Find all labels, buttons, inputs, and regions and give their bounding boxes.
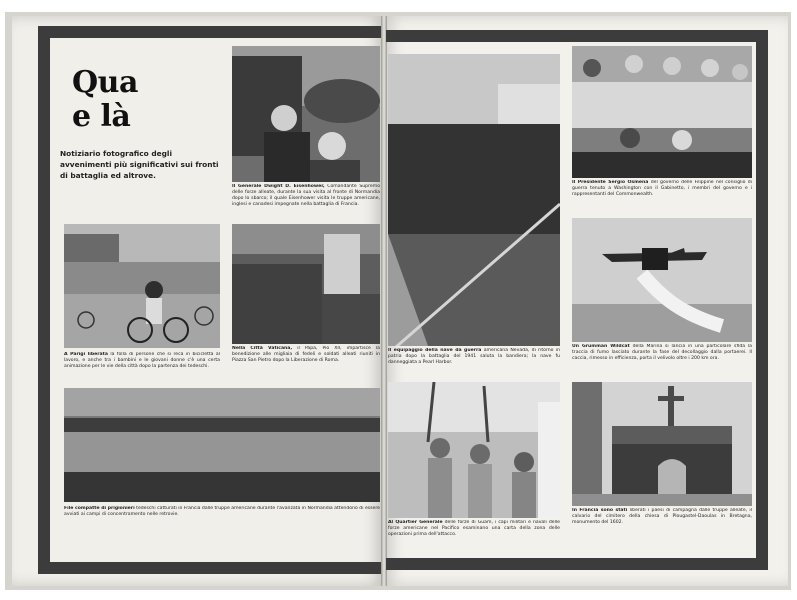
page-subtitle: Notiziario fotografico degli avvenimenti più significativi sui fronti di battaglia ed altrove.	[60, 149, 219, 180]
caption-quartier-text: delle forze di Guam, i capi militari e navali delle forze americane nel Pacifico esaminano una carta della zona delle operazioni prima dell'attacco.	[388, 520, 560, 537]
left-frame-top	[38, 26, 381, 38]
left-frame-left	[38, 26, 50, 574]
right-frame-right	[756, 30, 768, 570]
caption-francia	[572, 508, 752, 552]
caption-francia-lead: In Francia sono stati	[572, 508, 628, 513]
photo-hq	[388, 382, 560, 518]
caption-eisenhower	[232, 184, 380, 220]
photo-eisenhower	[232, 46, 380, 182]
title-line-2: e là	[72, 99, 131, 134]
caption-vaticano-text: il Papa, Pio XII, impartisce la benedizione alle migliaia di fedeli e soldati alleati riuniti in Piazza San Pietro dopo la Liberazione di Roma.	[232, 346, 380, 363]
caption-prigionieri-lead: File compatte di prigionieri	[64, 506, 135, 511]
caption-nave	[388, 348, 560, 376]
caption-vaticano	[232, 346, 380, 380]
photo-vatican	[232, 224, 380, 344]
caption-prigionieri	[64, 506, 380, 546]
caption-vaticano-lead: Nella Città Vaticana,	[232, 346, 293, 351]
caption-eisenhower-text: Comandante Supremo delle forze alleate, durante la sua visita al fronte di Normandia dopo lo sbarco; il quale Eisenhower visita le truppe americane, inglesi e canadesi impegnate nella battaglia di Francia.	[232, 184, 380, 207]
page-spine	[381, 16, 387, 586]
caption-quartier-lead: Al Quartier Generale	[388, 520, 443, 525]
photo-ship	[388, 54, 560, 346]
caption-osmena-text: del governo delle Filippine nel consiglio di guerra tenuto a Washington con il Gabinetto, i membri del governo e i rappresentanti del Commonwealth.	[572, 180, 752, 197]
caption-parigi-text: la folla di persone che si reca in bicicletta al lavoro, e anche tra i bambini e le giovani donne c'è una certa animazione per le vie della città dopo la partenza dei tedeschi.	[64, 352, 220, 369]
caption-parigi-lead: A Parigi liberata	[64, 352, 108, 357]
page-title	[72, 66, 138, 134]
caption-wildcat	[572, 344, 752, 378]
title-line-1: Qua	[72, 65, 138, 100]
caption-wildcat-lead: Un Grumman Wildcat	[572, 344, 630, 349]
left-frame-bottom	[38, 562, 381, 574]
photo-prisoners	[64, 388, 380, 502]
photo-plane	[572, 218, 752, 342]
photo-osmena	[572, 46, 752, 178]
caption-francia-text: liberati i paesi di campagna dalle truppe alleate, il calvario del cimitero della chiesa di Plougastel-Daoulas in Bretagna, monumento del 1602.	[572, 508, 752, 525]
caption-quartier	[388, 520, 560, 552]
photo-cyclists	[64, 224, 220, 348]
caption-wildcat-text: della Marina si lancia in una particolare sfida la traccia di fumo lasciato durante la fase del decollaggio dalla portaerei. Il caccia, rimesso in efficienza, porta il velivolo oltre i 200 km ora.	[572, 344, 752, 361]
right-frame-bottom	[386, 558, 768, 570]
caption-parigi	[64, 352, 220, 384]
right-frame-top	[386, 30, 766, 42]
caption-nave-lead: Il equipaggio della nave da guerra	[388, 348, 482, 353]
photo-calvary	[572, 382, 752, 506]
caption-osmena-lead: Il Presidente Sergio Osmena	[572, 180, 649, 185]
caption-nave-text: americana Nevada, di ritorno in patria dopo la battaglia del 1941 saluta la bandiera; la nave fu danneggiata a Pearl Harbor.	[388, 348, 560, 365]
caption-osmena	[572, 180, 752, 214]
caption-eisenhower-lead: Il Generale Dwight D. Eisenhower,	[232, 184, 325, 189]
caption-prigionieri-text: tedeschi catturati in Francia dalle truppe americane durante l'avanzata in Normandia attendono di essere avviati ai campi di concentramento nelle retrovie.	[64, 506, 380, 517]
